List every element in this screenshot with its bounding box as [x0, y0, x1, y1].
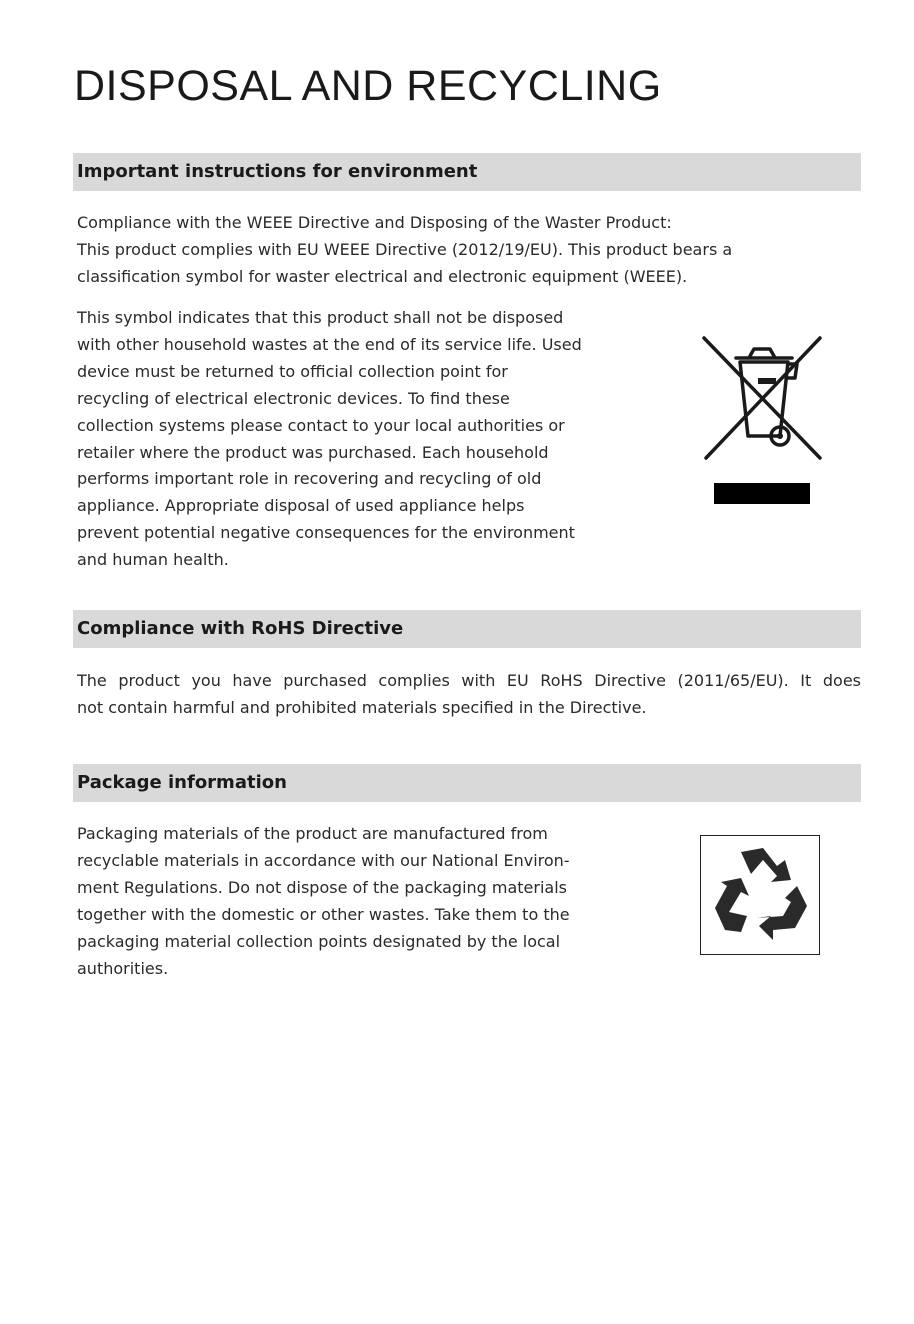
section-heading-package: Package information — [73, 764, 861, 802]
text-line: ment Regulations. Do not dispose of the packaging materials — [77, 877, 568, 897]
package-paragraph — [77, 821, 570, 982]
text-line: device must be returned to official collection point for — [77, 361, 508, 381]
text-line: collection systems please contact to your local authorities or — [77, 415, 565, 435]
text-line: together with the domestic or other wastes. Take them to the — [77, 904, 570, 924]
text-line: performs important role in recovering and recycling of old — [77, 469, 542, 489]
weee-body-paragraph — [77, 305, 582, 574]
text-line: with other household wastes at the end of its service life. Used — [77, 334, 582, 354]
section-heading-rohs: Compliance with RoHS Directive — [73, 610, 861, 648]
text-line: recyclable materials in accordance with our National Environ- — [77, 850, 570, 870]
recycling-symbol-icon — [700, 835, 820, 955]
text-line: packaging material collection points designated by the local — [77, 931, 561, 951]
text-line: retailer where the product was purchased. Each household — [77, 442, 549, 462]
text-line: classification symbol for waster electrical and electronic equipment (WEEE). — [77, 266, 688, 286]
section-heading-environment: Important instructions for environment — [73, 153, 861, 191]
text-line: This symbol indicates that this product shall not be disposed — [77, 308, 564, 327]
text-line: Packaging materials of the product are manufactured from — [77, 824, 548, 843]
text-line: The product you have purchased complies with EU RoHS Directive (2011/65/EU). It does — [77, 671, 861, 690]
text-line: authorities. — [77, 958, 169, 978]
text-line: appliance. Appropriate disposal of used appliance helps — [77, 496, 525, 516]
text-line: prevent potential negative consequences for the environment — [77, 523, 575, 543]
rohs-paragraph — [77, 668, 861, 722]
text-line: This product complies with EU WEEE Directive (2012/19/EU). This product bears a — [77, 239, 733, 259]
page-title: DISPOSAL AND RECYCLING — [74, 62, 662, 110]
weee-intro-paragraph — [77, 210, 732, 291]
text-line: not contain harmful and prohibited materials specified in the Directive. — [77, 697, 647, 717]
crossed-out-wheelie-bin-icon — [700, 334, 824, 510]
text-line: and human health. — [77, 550, 229, 570]
text-line: recycling of electrical electronic devices. To find these — [77, 388, 510, 408]
text-line: Compliance with the WEEE Directive and Disposing of the Waster Product: — [77, 213, 672, 232]
